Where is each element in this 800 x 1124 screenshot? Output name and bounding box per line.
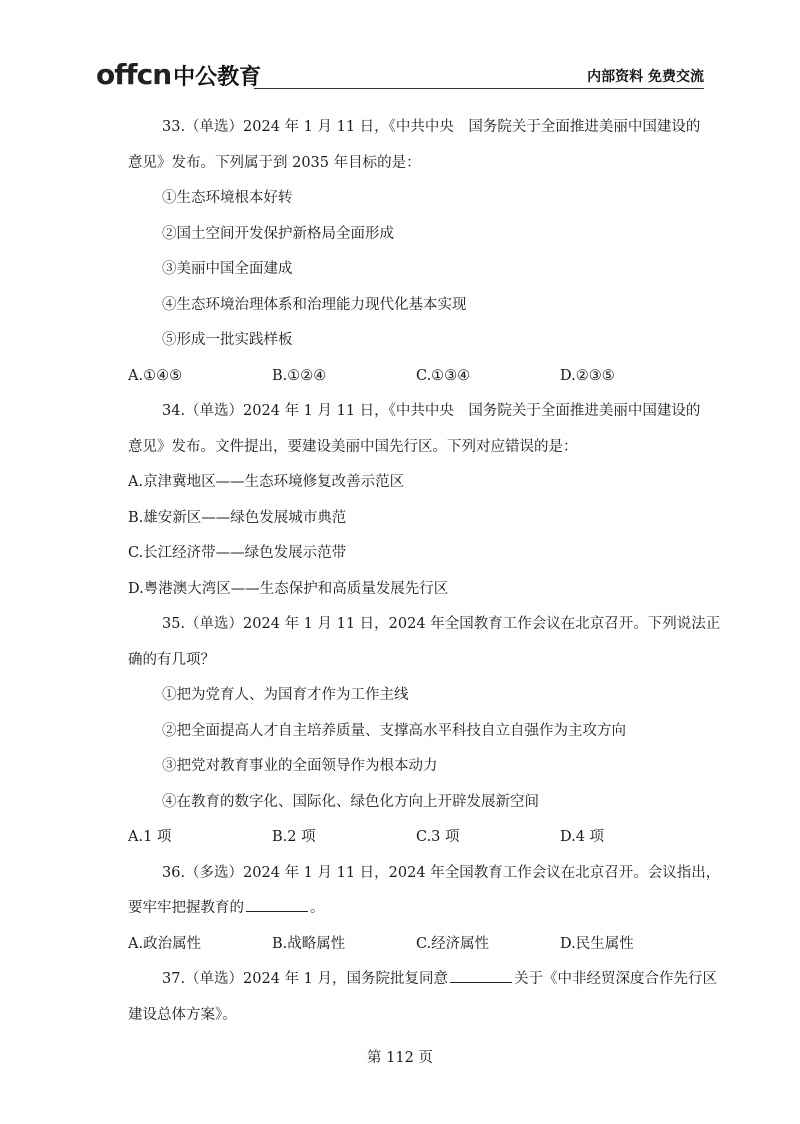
option-d: D.民生属性 [560, 935, 634, 952]
question-36-stem-end: 。 [310, 900, 325, 916]
option-d: D.②③⑤ [560, 367, 615, 384]
answer-blank [450, 968, 512, 983]
question-36-stem-text: 要牢牢把握教育的 [128, 900, 244, 916]
question-34-option-a: A.京津冀地区——生态环境修复改善示范区 [128, 474, 405, 490]
question-33-stem-line2: 意见》发布。下列属于到 2035 年目标的是： [128, 154, 421, 171]
offcn-logo [96, 58, 261, 91]
question-33-stem-line1: 33.（单选）2024 年 1 月 11 日，《中共中央 国务院关于全面推进美丽中国建设的 [162, 119, 701, 135]
answer-blank [246, 897, 308, 912]
question-35-options [128, 820, 704, 856]
question-37-stem-text: 37.（单选）2024 年 1 月，国务院批复同意 [162, 971, 449, 987]
question-34-stem-line2: 意见》发布。文件提出，要建设美丽中国先行区。下列对应错误的是： [128, 438, 578, 455]
question-34-stem-line1: 34.（单选）2024 年 1 月 11 日，《中共中央 国务院关于全面推进美丽中国建设的 [162, 403, 701, 419]
option-b: B.①②④ [272, 367, 327, 384]
question-33-item: ④生态环境治理体系和治理能力现代化基本实现 [162, 296, 467, 313]
question-34-option-c: C.长江经济带——绿色发展示范带 [128, 545, 347, 561]
option-d: D.4 项 [560, 829, 605, 845]
question-37-stem-line2: 建设总体方案》。 [128, 1006, 237, 1023]
header-rule [254, 88, 704, 89]
question-35-stem-line2: 确的有几项？ [128, 651, 215, 668]
question-37-stem-cont: 关于《中非经贸深度合作先行区 [514, 971, 718, 987]
question-37-stem-line1 [128, 962, 718, 998]
question-33-item: ③美丽中国全面建成 [162, 261, 293, 277]
question-35-item: ②把全面提高人才自主培养质量、支撑高水平科技自立自强作为主攻方向 [162, 722, 626, 739]
question-33-item: ②国土空间开发保护新格局全面形成 [162, 225, 394, 242]
question-36-stem-line1: 36.（多选）2024 年 1 月 11 日，2024 年全国教育工作会议在北京召开。会议指出， [162, 864, 721, 881]
page-number: 第 112 页 [367, 1050, 433, 1066]
logo-text-en: offcn [96, 58, 172, 91]
question-33-item: ①生态环境根本好转 [162, 190, 293, 206]
question-33-item: ⑤形成一批实践样板 [162, 332, 293, 348]
document-body [128, 110, 721, 1033]
question-36-stem-line2 [128, 891, 704, 927]
option-c: C.①③④ [416, 367, 471, 384]
logo-text-cn: 中公教育 [173, 65, 262, 90]
page-header [96, 58, 704, 90]
header-note: 内部资料 免费交流 [587, 69, 704, 85]
question-35-stem-line1: 35.（单选）2024 年 1 月 11 日，2024 年全国教育工作会议在北京召开。下列说法正 [162, 616, 721, 632]
question-34-option-d: D.粤港澳大湾区——生态保护和高质量发展先行区 [128, 580, 449, 597]
option-a: A.政治属性 [128, 935, 202, 952]
question-33-options [128, 359, 704, 395]
option-c: C.经济属性 [416, 935, 490, 952]
question-36-options [128, 927, 704, 963]
option-b: B.2 项 [272, 829, 316, 845]
question-34-option-b: B.雄安新区——绿色发展城市典范 [128, 509, 347, 526]
option-b: B.战略属性 [272, 935, 346, 952]
option-a: A.①④⑤ [128, 367, 183, 384]
question-35-item: ③把党对教育事业的全面领导作为根本动力 [162, 758, 438, 774]
question-35-item: ①把为党育人、为国育才作为工作主线 [162, 687, 409, 703]
option-c: C.3 项 [416, 829, 460, 845]
option-a: A.1 项 [128, 829, 172, 845]
question-35-item: ④在教育的数字化、国际化、绿色化方向上开辟发展新空间 [162, 793, 539, 810]
